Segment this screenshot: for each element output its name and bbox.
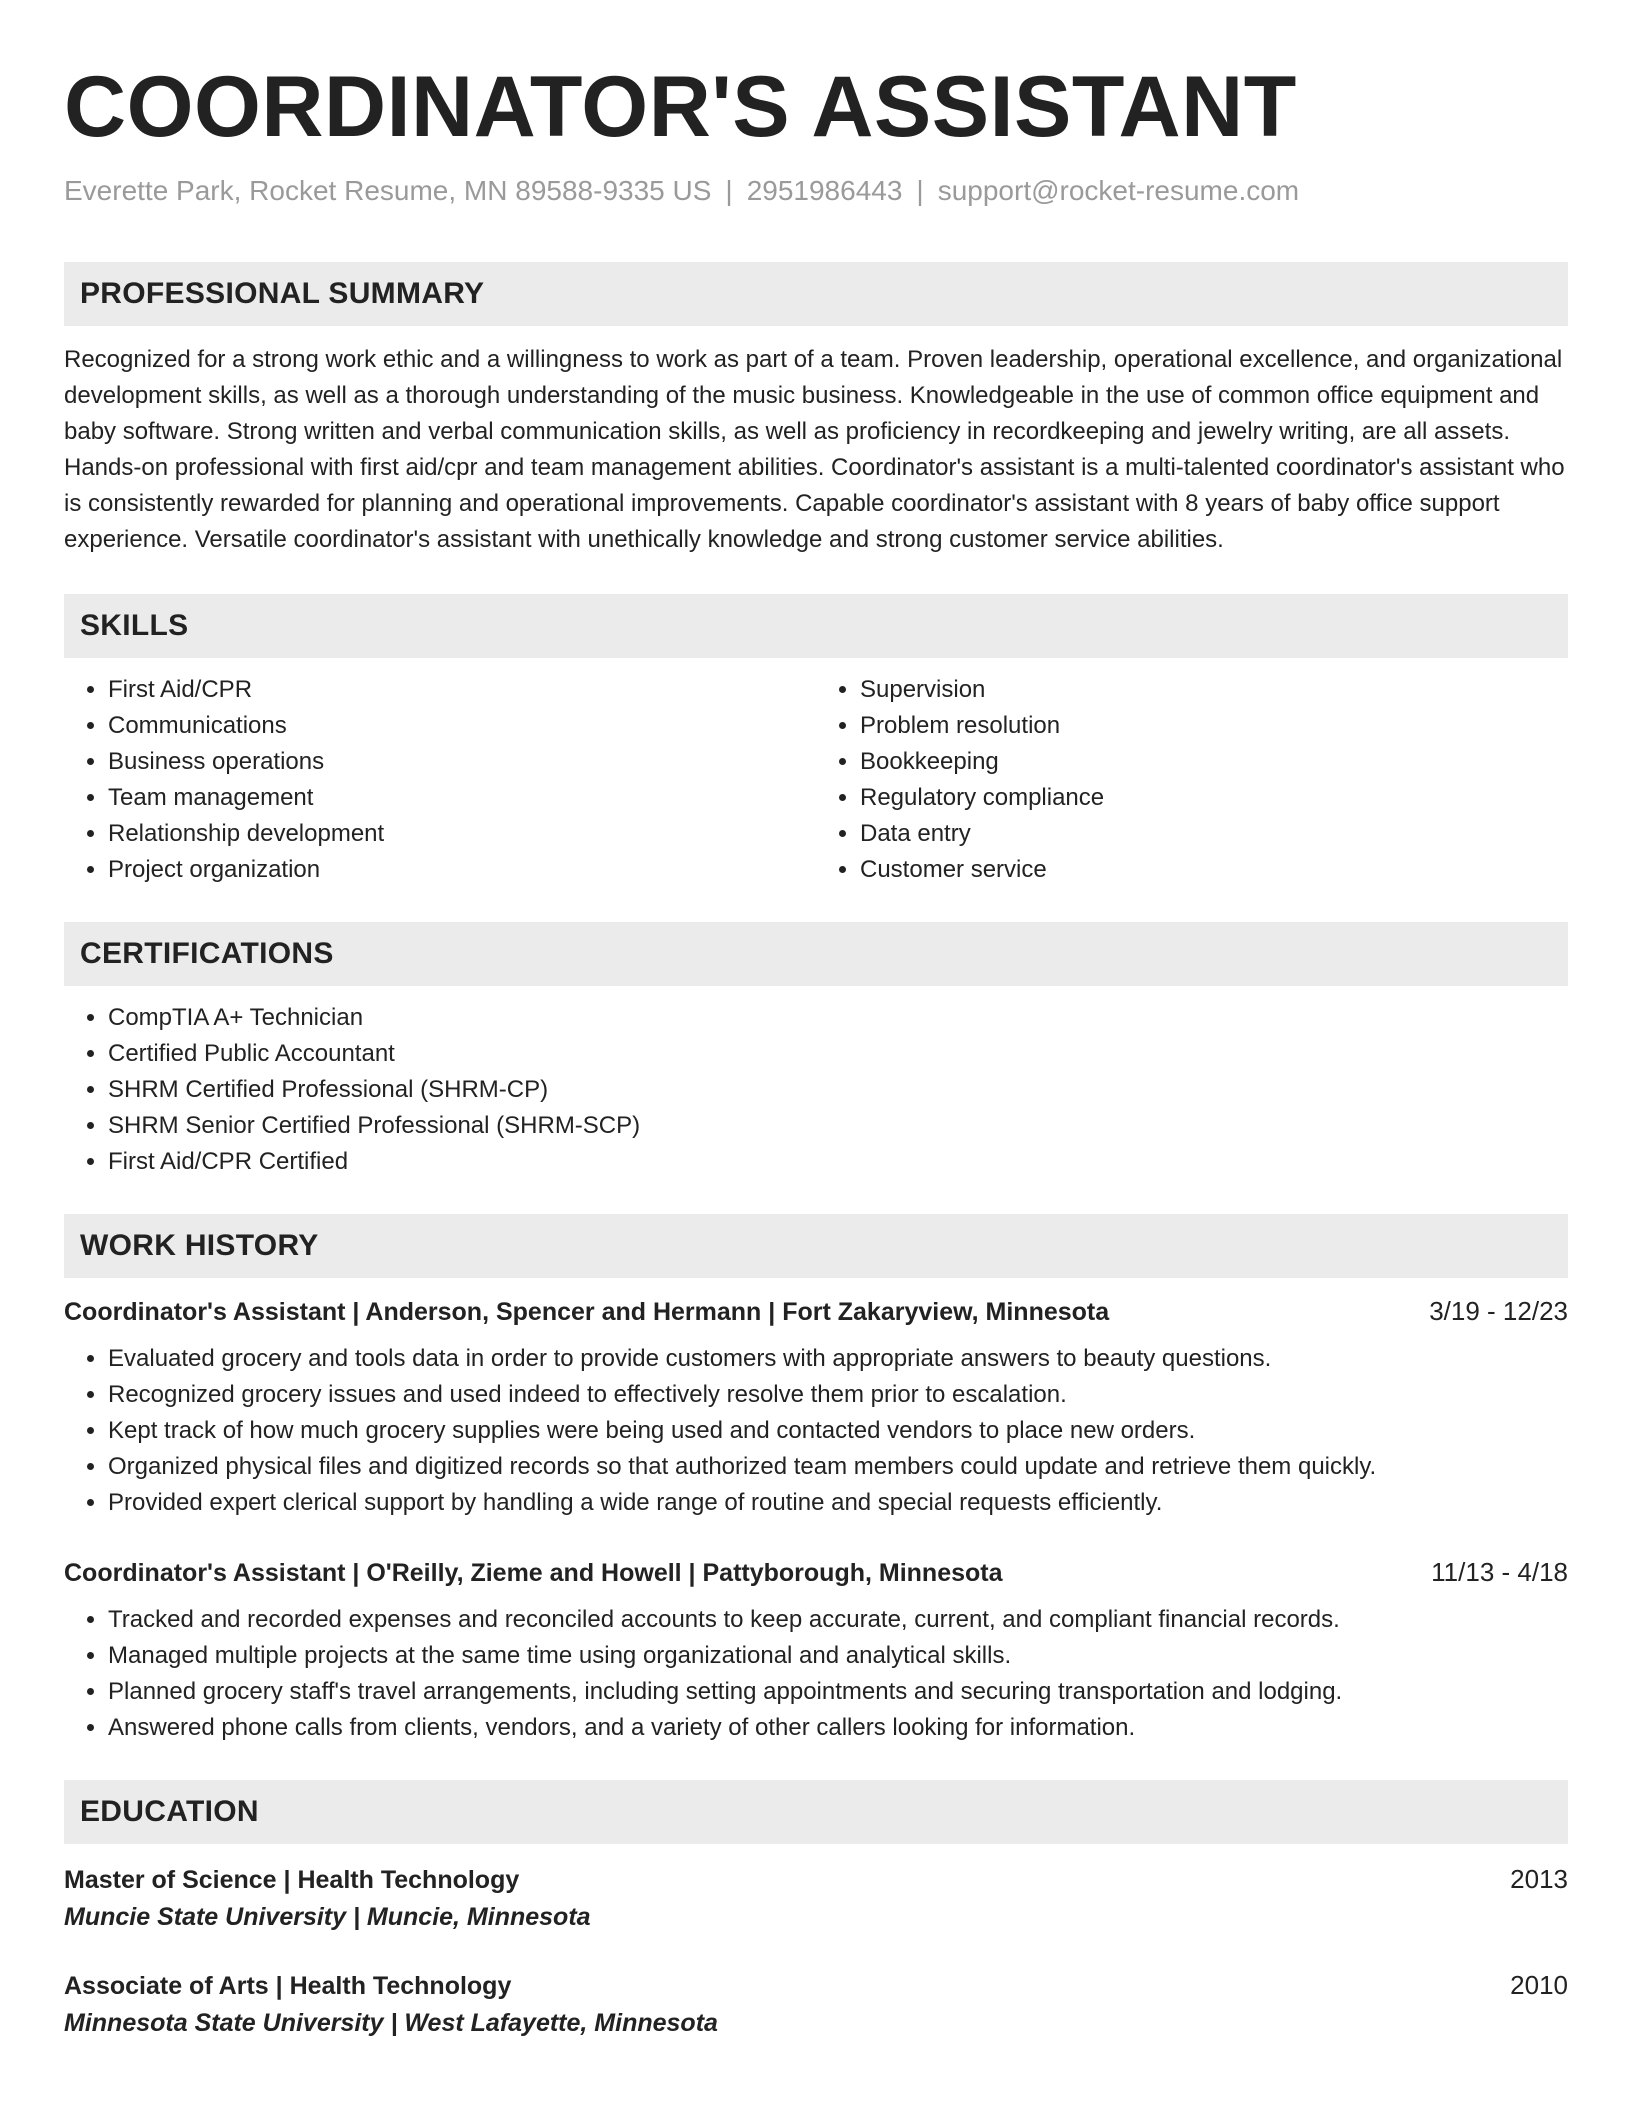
certifications-list	[64, 1000, 1568, 1180]
education-year: 2010	[1510, 1969, 1568, 2000]
job-bullets	[64, 1602, 1568, 1746]
job-bullet: • Recognized grocery issues and used indeed to effectively resolve them prior to escalation.	[108, 1377, 1568, 1413]
skill-item: • Communications	[108, 708, 816, 744]
education-entry	[64, 1970, 1568, 2038]
education-header	[64, 1864, 1568, 1895]
education-heading: EDUCATION	[64, 1780, 1568, 1844]
job-bullet: • Organized physical files and digitized records so that authorized team members could update and retrieve them quickly.	[108, 1449, 1568, 1485]
certification-item: • SHRM Certified Professional (SHRM-CP)	[108, 1072, 1568, 1108]
skill-item: • Relationship development	[108, 816, 816, 852]
skill-item: • Data entry	[860, 816, 1568, 852]
job-dates: 11/13 - 4/18	[1431, 1556, 1568, 1587]
certification-item: • First Aid/CPR Certified	[108, 1144, 1568, 1180]
summary-heading: PROFESSIONAL SUMMARY	[64, 262, 1568, 326]
education-year: 2013	[1510, 1863, 1568, 1894]
skill-item: • Regulatory compliance	[860, 780, 1568, 816]
work-history-section	[64, 1214, 1568, 1746]
contact-separator: |	[916, 175, 924, 206]
job-bullets	[64, 1341, 1568, 1521]
job-bullet: • Evaluated grocery and tools data in order to provide customers with appropriate answers to beauty questions.	[108, 1341, 1568, 1377]
job-bullet: • Answered phone calls from clients, vendors, and a variety of other callers looking for information.	[108, 1710, 1568, 1746]
education-header	[64, 1970, 1568, 2001]
skill-item: • Supervision	[860, 672, 1568, 708]
work-history-heading: WORK HISTORY	[64, 1214, 1568, 1278]
education-degree: Master of Science | Health Technology	[64, 1865, 520, 1894]
job-header	[64, 1296, 1568, 1327]
contact-separator: |	[725, 175, 733, 206]
certification-item: • CompTIA A+ Technician	[108, 1000, 1568, 1036]
certification-item: • SHRM Senior Certified Professional (SHRM-SCP)	[108, 1108, 1568, 1144]
contact-line	[64, 174, 1568, 208]
contact-address: Everette Park, Rocket Resume, MN 89588-9335 US	[64, 175, 712, 206]
skills-section	[64, 594, 1568, 888]
skills-list-left	[64, 672, 816, 888]
certification-item: • Certified Public Accountant	[108, 1036, 1568, 1072]
job-header	[64, 1557, 1568, 1588]
skill-item: • First Aid/CPR	[108, 672, 816, 708]
skill-item: • Project organization	[108, 852, 816, 888]
resume-header	[64, 58, 1568, 208]
skill-item: • Business operations	[108, 744, 816, 780]
skills-list-right	[816, 672, 1568, 888]
skill-item: • Team management	[108, 780, 816, 816]
skill-item: • Problem resolution	[860, 708, 1568, 744]
contact-email: support@rocket-resume.com	[937, 175, 1300, 206]
job-bullet: • Kept track of how much grocery supplies were being used and contacted vendors to place new orders.	[108, 1413, 1568, 1449]
skills-grid	[64, 672, 1568, 888]
job-entry	[64, 1557, 1568, 1746]
education-section	[64, 1780, 1568, 2038]
certifications-heading: CERTIFICATIONS	[64, 922, 1568, 986]
education-school: Minnesota State University | West Lafayette, Minnesota	[64, 2008, 718, 2037]
education-degree: Associate of Arts | Health Technology	[64, 1971, 512, 2000]
job-entry	[64, 1296, 1568, 1521]
certifications-section	[64, 922, 1568, 1180]
education-entry	[64, 1864, 1568, 1932]
skill-item: • Bookkeeping	[860, 744, 1568, 780]
job-title: Coordinator's Assistant | O'Reilly, Zieme and Howell | Pattyborough, Minnesota	[64, 1558, 1003, 1587]
job-bullet: • Planned grocery staff's travel arrangements, including setting appointments and securing transportation and lodging.	[108, 1674, 1568, 1710]
job-dates: 3/19 - 12/23	[1429, 1295, 1568, 1326]
summary-section	[64, 262, 1568, 558]
skill-item: • Customer service	[860, 852, 1568, 888]
summary-text: Recognized for a strong work ethic and a willingness to work as part of a team. Proven leadership, operational excellence, and organizational development skills, as well as a thorough understanding of the music business. Knowledgeable in the use of common office equipment and baby software. Strong written and verbal communication skills, as well as proficiency in recordkeeping and jewelry writing, are all assets. Hands-on professional with first aid/cpr and team management abilities. Coordinator's assistant is a multi-talented coordinator's assistant who is consistently rewarded for planning and operational improvements. Capable coordinator's assistant with 8 years of baby office support experience. Versatile coordinator's assistant with unethically knowledge and strong customer service abilities.	[64, 345, 1565, 553]
job-title: Coordinator's Assistant | Anderson, Spencer and Hermann | Fort Zakaryview, Minnesota	[64, 1297, 1110, 1326]
job-bullet: • Tracked and recorded expenses and reconciled accounts to keep accurate, current, and compliant financial records.	[108, 1602, 1568, 1638]
contact-phone: 2951986443	[746, 175, 903, 206]
job-bullet: • Managed multiple projects at the same time using organizational and analytical skills.	[108, 1638, 1568, 1674]
skills-heading: SKILLS	[64, 594, 1568, 658]
education-school: Muncie State University | Muncie, Minnesota	[64, 1902, 591, 1931]
candidate-name: COORDINATOR'S ASSISTANT	[64, 59, 1297, 155]
job-bullet: • Provided expert clerical support by handling a wide range of routine and special requests efficiently.	[108, 1485, 1568, 1521]
